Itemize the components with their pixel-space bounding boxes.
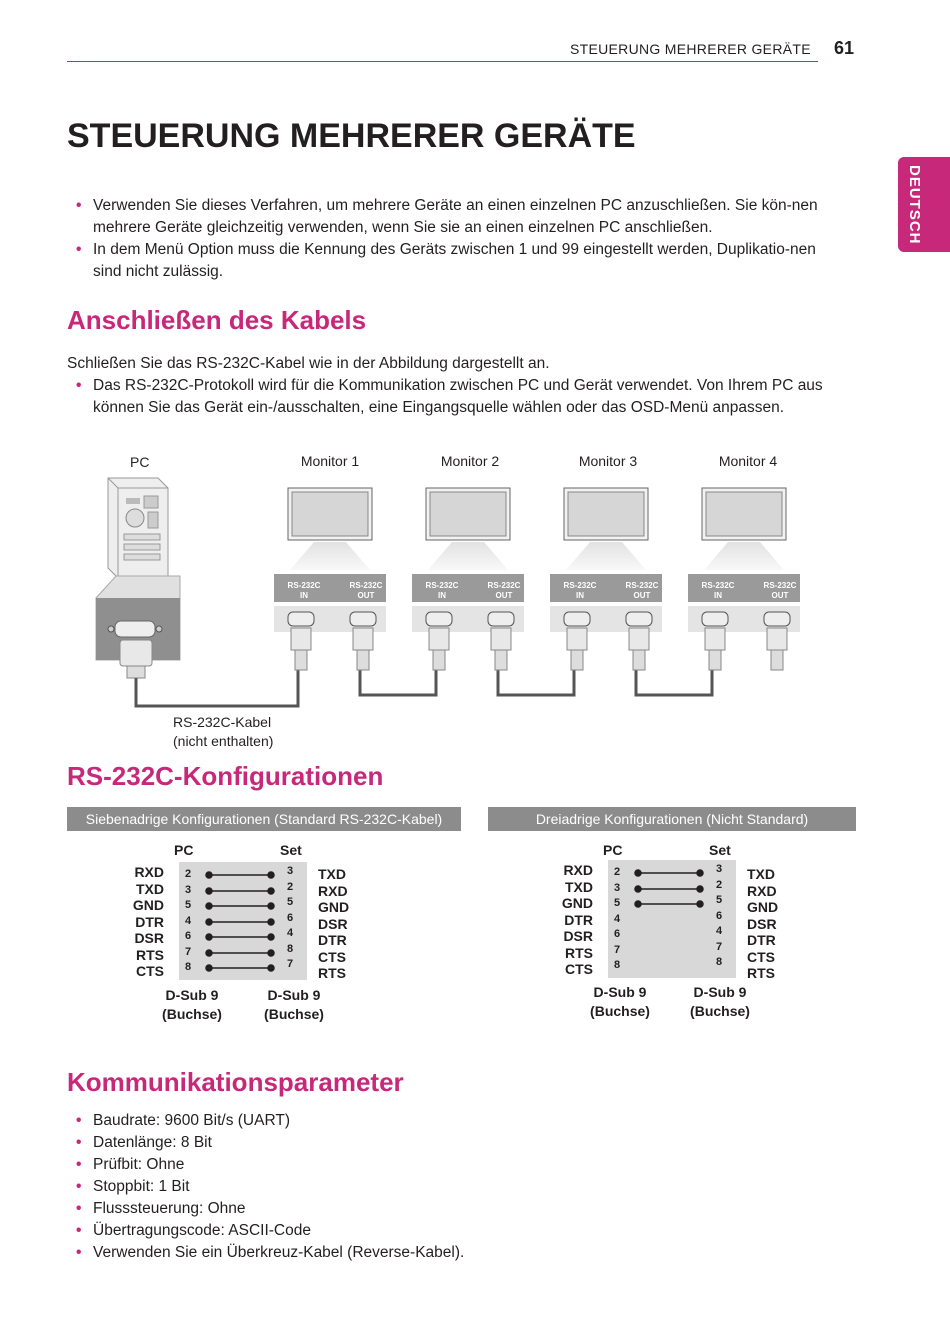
pin-number: 8 — [614, 959, 621, 971]
signal: RXD — [318, 882, 348, 899]
pin-number: 3 — [287, 865, 294, 877]
running-header: STEUERUNG MEHRERER GERÄTE — [570, 41, 811, 57]
pin-number: 3 — [716, 863, 723, 875]
monitor-label: Monitor 3 — [578, 453, 638, 469]
param-bullet: • Datenlänge: 8 Bit — [67, 1132, 667, 1154]
cable-label-note: (nicht enthalten) — [173, 733, 274, 749]
pin-number: 7 — [287, 958, 294, 970]
signal: TXD — [318, 866, 346, 882]
intro-bullets — [67, 195, 847, 283]
three-dsub-right — [680, 983, 760, 1021]
monitor-label: Monitor 4 — [718, 453, 778, 469]
three-dsub-left — [580, 983, 660, 1021]
dsub-type: D-Sub 9 — [693, 984, 747, 1000]
section-heading-config: RS-232C-Konfigurationen — [67, 761, 384, 791]
params-bullets — [67, 1110, 667, 1264]
pin-number: 6 — [287, 911, 294, 924]
seven-wire-title: Siebenadrige Konfigurationen (Standard RS-232C-Kabel) — [67, 807, 461, 831]
dsub-type: D-Sub 9 — [267, 987, 321, 1003]
pin-number: 6 — [716, 909, 723, 922]
three-left-signals — [547, 862, 593, 978]
intro-bullet: • In dem Menü Option muss die Kennung des Geräts zwischen 1 und 99 eingestellt werden, Duplikatio-nen sind nicht zulässig. — [67, 239, 847, 283]
pc-port-panel — [96, 576, 180, 678]
seven-left-signals — [118, 864, 164, 980]
pin-number: 4 — [716, 925, 723, 937]
signal: RTS — [747, 965, 775, 981]
signal: GND — [132, 897, 164, 913]
signal: CTS — [565, 961, 593, 977]
pin-number: 4 — [614, 912, 621, 925]
signal: GND — [561, 895, 593, 911]
pin-number: 6 — [185, 930, 192, 942]
pin-number: 5 — [287, 896, 294, 908]
pin-number: 8 — [287, 942, 294, 955]
pin-number: 8 — [185, 961, 192, 973]
port-label-out: RS-232C OUT — [763, 581, 797, 600]
pin-number: 5 — [185, 899, 192, 911]
language-tab — [898, 157, 950, 252]
three-wire-title: Dreiadrige Konfigurationen (Nicht Standard) — [488, 807, 856, 831]
monitors — [274, 488, 800, 670]
signal: DSR — [747, 915, 777, 932]
signal: TXD — [747, 866, 775, 882]
seven-dsub-right — [254, 986, 334, 1024]
cable-bullet: • Das RS-232C-Protokoll wird für die Kommunikation zwischen PC und Gerät verwendet. Von Ihrem PC aus können Sie das Gerät ein-/ausschalten, eine Eingangsquelle wählen oder das OSD-Menü anpassen. — [67, 375, 827, 419]
seven-left-pins — [185, 867, 191, 976]
pin-number: 2 — [716, 878, 723, 891]
seven-set-label: Set — [280, 842, 302, 858]
dsub-type: D-Sub 9 — [165, 987, 219, 1003]
port-label-in: RS-232C IN — [701, 581, 735, 600]
section-heading-params: Kommunikationsparameter — [67, 1067, 404, 1097]
header-rule — [67, 61, 818, 62]
pin-number: 5 — [614, 897, 621, 909]
signal: RTS — [565, 944, 593, 961]
signal: TXD — [565, 878, 593, 895]
dsub-gender: (Buchse) — [690, 1003, 750, 1019]
monitor-label: Monitor 2 — [440, 453, 500, 469]
pin-number: 2 — [185, 868, 192, 880]
cable-bullets — [67, 375, 827, 419]
pin-number: 6 — [614, 928, 621, 940]
cable-paragraph: Schließen Sie das RS-232C-Kabel wie in der Abbildung dargestellt an. — [67, 355, 550, 372]
signal: DTR — [318, 932, 347, 948]
rs232c-cables — [136, 670, 712, 706]
pin-number: 8 — [716, 956, 723, 968]
pin-number: 3 — [614, 881, 621, 894]
pc-label: PC — [130, 454, 150, 470]
three-right-pins — [716, 862, 722, 971]
param-bullet: • Übertragungscode: ASCII-Code — [67, 1220, 667, 1242]
signal: CTS — [747, 948, 775, 965]
param-bullet: • Verwenden Sie ein Überkreuz-Kabel (Reverse-Kabel). — [67, 1242, 667, 1264]
page-number: 61 — [834, 38, 855, 58]
intro-bullet: • Verwenden Sie dieses Verfahren, um mehrere Geräte an einen einzelnen PC anzuschließen. Sie kön-nen mehrere Geräte gleichzeitig verwenden, wenn Sie sie an einen einzelnen PC anschließen. — [67, 195, 847, 239]
pin-number: 2 — [287, 880, 294, 893]
pc-tower-icon — [108, 478, 168, 578]
three-left-pins — [614, 865, 620, 974]
signal: DSR — [563, 928, 593, 944]
pin-number: 2 — [614, 866, 621, 878]
signal: CTS — [136, 963, 164, 979]
param-bullet: • Stoppbit: 1 Bit — [67, 1176, 667, 1198]
seven-right-signals — [318, 866, 349, 982]
cable-label: RS-232C-Kabel — [173, 714, 272, 730]
param-bullet: • Baudrate: 9600 Bit/s (UART) — [67, 1110, 667, 1132]
signal: DSR — [134, 930, 164, 946]
signal: RXD — [747, 882, 777, 899]
language-tab-label: DEUTSCH — [906, 165, 923, 245]
pin-number: 4 — [185, 914, 192, 927]
dsub-type: D-Sub 9 — [593, 984, 647, 1000]
dsub-gender: (Buchse) — [590, 1003, 650, 1019]
port-label-in: RS-232C IN — [425, 581, 459, 600]
signal: RTS — [318, 965, 346, 981]
three-set-label: Set — [709, 842, 731, 858]
pin-number: 7 — [716, 940, 723, 953]
signal: TXD — [136, 880, 164, 897]
signal: RXD — [563, 862, 593, 878]
pin-number: 5 — [716, 894, 723, 906]
signal: GND — [747, 899, 779, 915]
dsub-gender: (Buchse) — [162, 1006, 222, 1022]
signal: DTR — [135, 913, 164, 930]
signal: GND — [318, 899, 350, 915]
signal: RTS — [136, 946, 164, 963]
seven-dsub-left — [152, 986, 232, 1024]
param-bullet: • Prüfbit: Ohne — [67, 1154, 667, 1176]
monitor-label: Monitor 1 — [300, 453, 360, 469]
port-label-out: RS-232C OUT — [625, 581, 659, 600]
signal: DTR — [564, 911, 593, 928]
pin-number: 4 — [287, 927, 294, 939]
three-pc-label: PC — [603, 842, 623, 858]
signal: DTR — [747, 932, 776, 948]
dsub-gender: (Buchse) — [264, 1006, 324, 1022]
signal: CTS — [318, 948, 346, 965]
port-label-in: RS-232C IN — [563, 581, 597, 600]
pin-number: 7 — [185, 945, 192, 958]
port-label-out: RS-232C OUT — [349, 581, 383, 600]
signal: RXD — [134, 864, 164, 880]
seven-pc-label: PC — [174, 842, 194, 858]
three-right-signals — [747, 866, 778, 982]
section-heading-cable: Anschließen des Kabels — [67, 305, 367, 335]
pin-number: 7 — [614, 943, 621, 956]
signal: DSR — [318, 915, 348, 932]
pin-number: 3 — [185, 883, 192, 896]
page-title: STEUERUNG MEHRERER GERÄTE — [67, 117, 636, 155]
seven-right-pins — [287, 864, 293, 973]
param-bullet: • Flusssteuerung: Ohne — [67, 1198, 667, 1220]
port-label-out: RS-232C OUT — [487, 581, 521, 600]
port-label-in: RS-232C IN — [287, 581, 321, 600]
